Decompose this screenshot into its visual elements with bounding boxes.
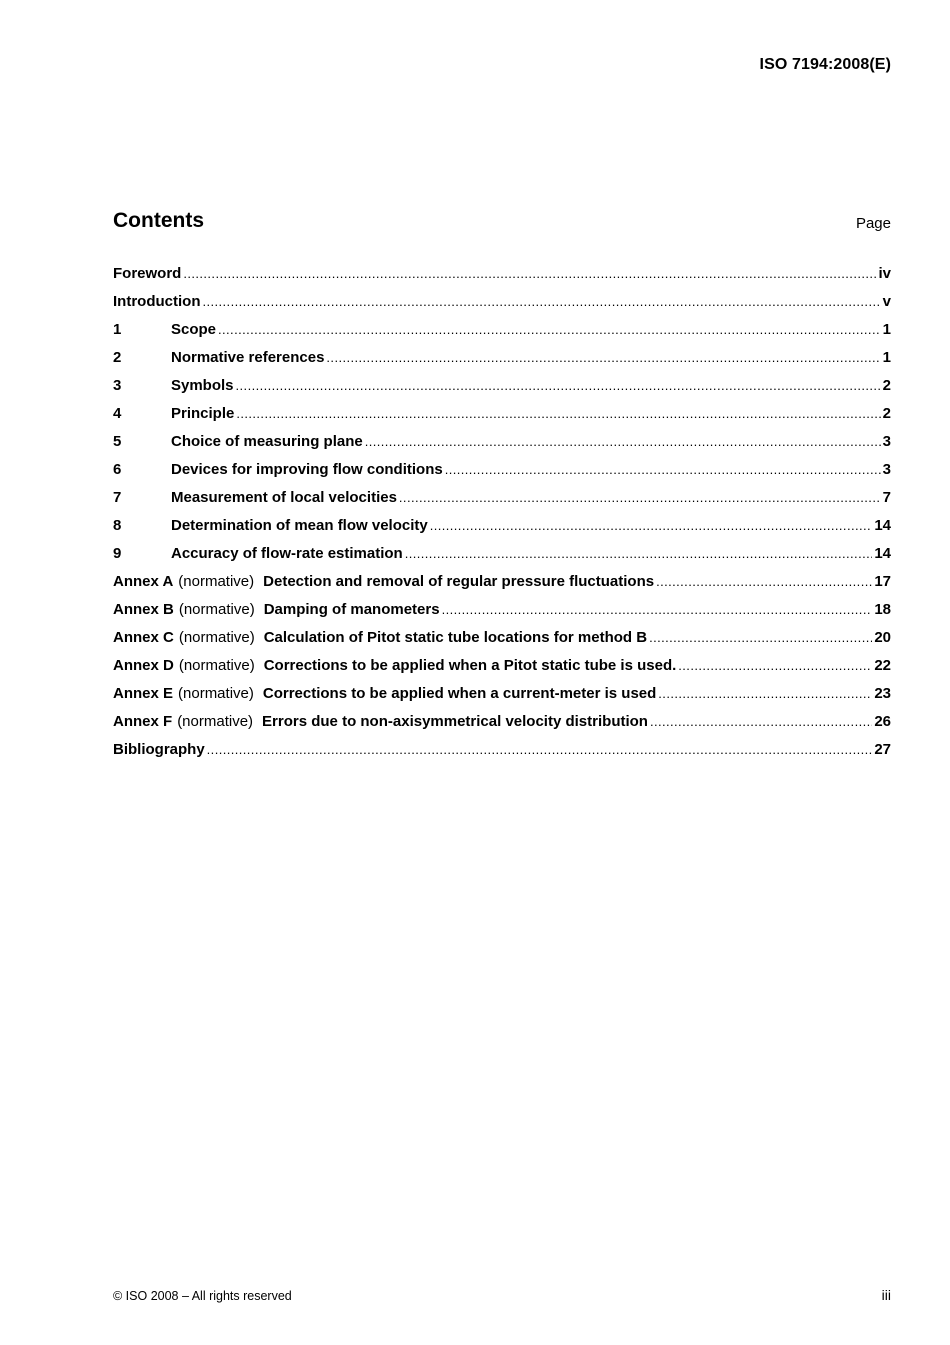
toc-entry-foreword[interactable] — [113, 265, 891, 293]
toc-clause-number: 8 — [113, 517, 122, 534]
toc-entry-annex-a[interactable] — [113, 573, 891, 601]
contents-heading: Contents — [113, 209, 204, 232]
toc-entry-page: iv — [878, 265, 891, 282]
toc-entry-title: Measurement of local velocities — [171, 489, 397, 506]
toc-annex-label: Annex D — [113, 657, 174, 674]
toc-annex-type: (normative) — [177, 713, 254, 730]
toc-entry-page: 14 — [874, 545, 891, 562]
toc-entry-title: Choice of measuring plane — [171, 433, 363, 450]
toc-leader-dots — [650, 714, 872, 729]
toc-entry-title: Errors due to non-axisymmetrical velocity distribution — [262, 713, 648, 730]
toc-entry-title: Symbols — [171, 377, 234, 394]
toc-leader-dots — [365, 434, 881, 449]
toc-leader-dots — [649, 630, 872, 645]
toc-entry-clause-4[interactable] — [113, 405, 891, 433]
toc-leader-dots — [678, 658, 872, 673]
toc-leader-dots — [236, 406, 880, 421]
toc-entry-title: Normative references — [171, 349, 325, 366]
toc-entry-clause-2[interactable] — [113, 349, 891, 377]
toc-entry-page: 2 — [882, 405, 891, 422]
toc-leader-dots — [207, 742, 873, 757]
toc-entry-page: v — [882, 293, 891, 310]
toc-annex-label: Annex F — [113, 713, 173, 730]
toc-entry-title: Damping of manometers — [263, 601, 440, 618]
toc-entry-page: 18 — [874, 601, 891, 618]
toc-entry-title: Scope — [171, 321, 217, 338]
toc-clause-number: 4 — [113, 405, 122, 422]
toc-entry-title: Principle — [171, 405, 235, 422]
toc-leader-dots — [236, 378, 881, 393]
toc-leader-dots — [656, 574, 872, 589]
toc-entry-title: Foreword — [113, 265, 182, 282]
toc-entry-clause-9[interactable] — [113, 545, 891, 573]
toc-entry-clause-5[interactable] — [113, 433, 891, 461]
toc-entry-clause-3[interactable] — [113, 377, 891, 405]
toc-entry-title: Accuracy of flow-rate estimation — [171, 545, 403, 562]
toc-entry-page: 2 — [882, 377, 891, 394]
toc-entry-title: Bibliography — [113, 741, 205, 758]
toc-entry-title: Corrections to be applied when a Pitot static tube is used. — [263, 657, 677, 674]
toc-leader-dots — [442, 602, 873, 617]
toc-entry-clause-1[interactable] — [113, 321, 891, 349]
toc-entry-annex-d[interactable] — [113, 657, 891, 685]
toc-entry-title: Detection and removal of regular pressure fluctuations — [263, 573, 655, 590]
toc-clause-number: 3 — [113, 377, 122, 394]
toc-entry-page: 1 — [882, 321, 891, 338]
toc-entry-page: 27 — [874, 741, 891, 758]
toc-entry-title: Corrections to be applied when a current-meter is used — [262, 685, 657, 702]
toc-entry-page: 17 — [874, 573, 891, 590]
toc-entry-bibliography[interactable] — [113, 741, 891, 769]
toc-annex-label: Annex B — [113, 601, 174, 618]
toc-entry-page: 22 — [874, 657, 891, 674]
toc-entry-clause-8[interactable] — [113, 517, 891, 545]
toc-entry-annex-c[interactable] — [113, 629, 891, 657]
page-column-label: Page — [855, 215, 891, 232]
toc-entry-annex-e[interactable] — [113, 685, 891, 713]
toc-entry-clause-7[interactable] — [113, 489, 891, 517]
toc-entry-title: Introduction — [113, 293, 201, 310]
toc-entry-page: 3 — [882, 461, 891, 478]
toc-annex-label: Annex A — [113, 573, 174, 590]
toc-annex-label: Annex E — [113, 685, 174, 702]
table-of-contents — [113, 265, 891, 769]
toc-entry-introduction[interactable] — [113, 293, 891, 321]
toc-annex-type: (normative) — [178, 601, 255, 618]
toc-clause-number: 6 — [113, 461, 122, 478]
toc-entry-annex-b[interactable] — [113, 601, 891, 629]
toc-clause-number: 9 — [113, 545, 122, 562]
toc-entry-page: 23 — [874, 685, 891, 702]
toc-entry-page: 3 — [882, 433, 891, 450]
toc-leader-dots — [430, 518, 873, 533]
toc-entry-page: 7 — [882, 489, 891, 506]
toc-entry-page: 20 — [874, 629, 891, 646]
footer-copyright: © ISO 2008 – All rights reserved — [113, 1289, 292, 1303]
toc-entry-page: 14 — [874, 517, 891, 534]
toc-clause-number: 5 — [113, 433, 122, 450]
toc-entry-page: 1 — [882, 349, 891, 366]
toc-annex-type: (normative) — [178, 657, 255, 674]
toc-annex-label: Annex C — [113, 629, 174, 646]
toc-annex-type: (normative) — [178, 573, 255, 590]
toc-clause-number: 7 — [113, 489, 122, 506]
toc-annex-type: (normative) — [178, 629, 255, 646]
footer-page-number: iii — [881, 1287, 891, 1303]
toc-leader-dots — [658, 686, 872, 701]
toc-leader-dots — [218, 322, 881, 337]
toc-leader-dots — [399, 490, 881, 505]
toc-clause-number: 2 — [113, 349, 122, 366]
toc-leader-dots — [445, 462, 881, 477]
toc-leader-dots — [202, 294, 880, 309]
toc-leader-dots — [183, 266, 876, 281]
toc-entry-title: Devices for improving flow conditions — [171, 461, 443, 478]
toc-annex-type: (normative) — [178, 685, 254, 702]
toc-leader-dots — [405, 546, 873, 561]
toc-entry-title: Calculation of Pitot static tube locations for method B — [263, 629, 648, 646]
toc-leader-dots — [326, 350, 880, 365]
document-header-id: ISO 7194:2008(E) — [759, 56, 891, 73]
toc-entry-title: Determination of mean flow velocity — [171, 517, 428, 534]
toc-entry-clause-6[interactable] — [113, 461, 891, 489]
toc-entry-page: 26 — [874, 713, 891, 730]
toc-clause-number: 1 — [113, 321, 122, 338]
toc-entry-annex-f[interactable] — [113, 713, 891, 741]
